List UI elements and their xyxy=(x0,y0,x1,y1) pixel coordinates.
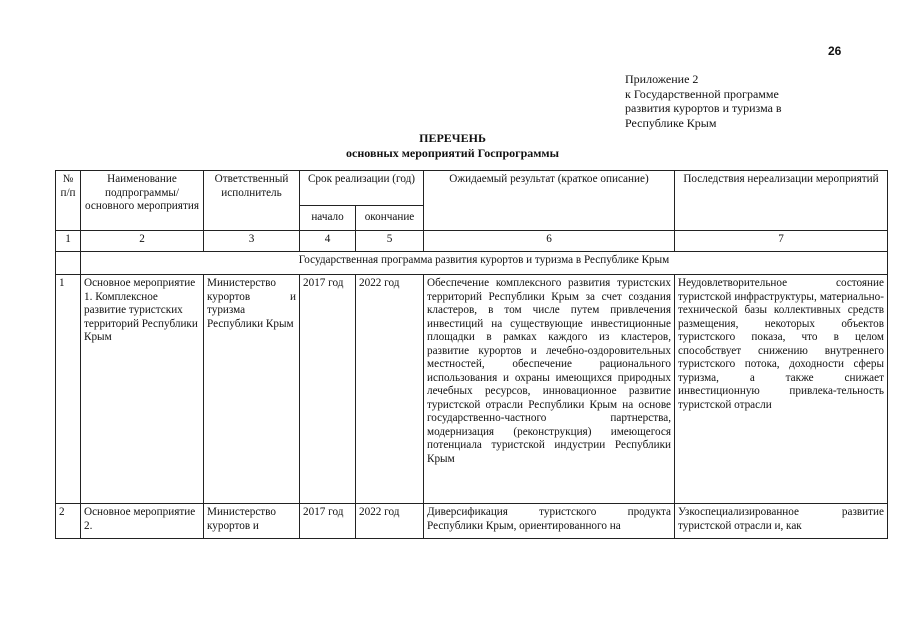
appendix-line: Приложение 2 xyxy=(625,72,699,86)
header-start: начало xyxy=(300,206,356,231)
header-name: Наименование подпрограммы/ основного мероприятия xyxy=(81,171,204,231)
row-executor: Министерство курортов и xyxy=(204,504,300,539)
column-number: 3 xyxy=(204,231,300,252)
row-end: 2022 год xyxy=(356,275,424,504)
row-name: Основное мероприятие 2. xyxy=(81,504,204,539)
column-number: 2 xyxy=(81,231,204,252)
header-num: № п/п xyxy=(56,171,81,231)
appendix-line: к Государственной программе xyxy=(625,86,779,101)
row-end: 2022 год xyxy=(356,504,424,539)
header-result: Ожидаемый результат (краткое описание) xyxy=(424,171,675,231)
row-consequences: Неудовлетворительное состояние туристской инфраструктуры, материально-технической базы коллективных средств размещения, некоторых объектов туристского показа, что в целом способствует снижению внутреннего туристского потока, доходности сферы туризма, а также снижает инвестиционную привлека-тельность туристской отрасли xyxy=(675,275,888,504)
column-number: 5 xyxy=(356,231,424,252)
column-number: 1 xyxy=(56,231,81,252)
row-name: Основное мероприятие 1. Комплексное развитие туристских территорий Республики Крым xyxy=(81,275,204,504)
header-executor: Ответственный исполнитель xyxy=(204,171,300,231)
document-subtitle: основных мероприятий Госпрограммы xyxy=(346,146,559,160)
appendix-note xyxy=(625,72,782,130)
column-number: 4 xyxy=(300,231,356,252)
row-consequences: Узкоспециализированное развитие туристской отрасли и, как xyxy=(675,504,888,539)
column-number: 7 xyxy=(675,231,888,252)
appendix-line: развития курортов и туризма в xyxy=(625,101,782,115)
row-num: 2 xyxy=(56,504,81,539)
appendix-line: Республике Крым xyxy=(625,115,717,130)
section-title: Государственная программа развития курортов и туризма в Республике Крым xyxy=(81,252,888,275)
row-result: Обеспечение комплексного развития туристских территорий Республики Крым за счет создания кластеров, в том числе путем привлечения инвестиций на существующие инвестиционные площадки в рамках каждого из кластеров, развитие курортов и лечебно-оздоровительных местностей, обеспечение рационального использования и охраны имеющихся природных лечебных ресурсов, инновационное развитие туристской отрасли Республики Крым на основе государственно-частного партнерства, модернизация (реконструкция) имеющегося потенциала туристской индустрии Республики Крым xyxy=(424,275,675,504)
page-number: 26 xyxy=(828,44,842,58)
table-row xyxy=(56,275,888,504)
activities-table xyxy=(55,170,888,539)
column-number: 6 xyxy=(424,231,675,252)
row-start: 2017 год xyxy=(300,275,356,504)
row-num: 1 xyxy=(56,275,81,504)
header-end: окончание xyxy=(356,206,424,231)
row-result: Диверсификация туристского продукта Республики Крым, ориентированного на xyxy=(424,504,675,539)
header-consequences: Последствия нереализации мероприятий xyxy=(675,171,888,231)
table-header-row xyxy=(56,171,888,206)
row-executor: Министерство курортов и туризма Республики Крым xyxy=(204,275,300,504)
table-row xyxy=(56,504,888,539)
section-num-cell xyxy=(56,252,81,275)
header-period: Срок реализации (год) xyxy=(300,171,424,206)
column-numbers-row xyxy=(56,231,888,252)
document-title: ПЕРЕЧЕНЬ xyxy=(419,131,486,145)
row-start: 2017 год xyxy=(300,504,356,539)
section-row xyxy=(56,252,888,275)
